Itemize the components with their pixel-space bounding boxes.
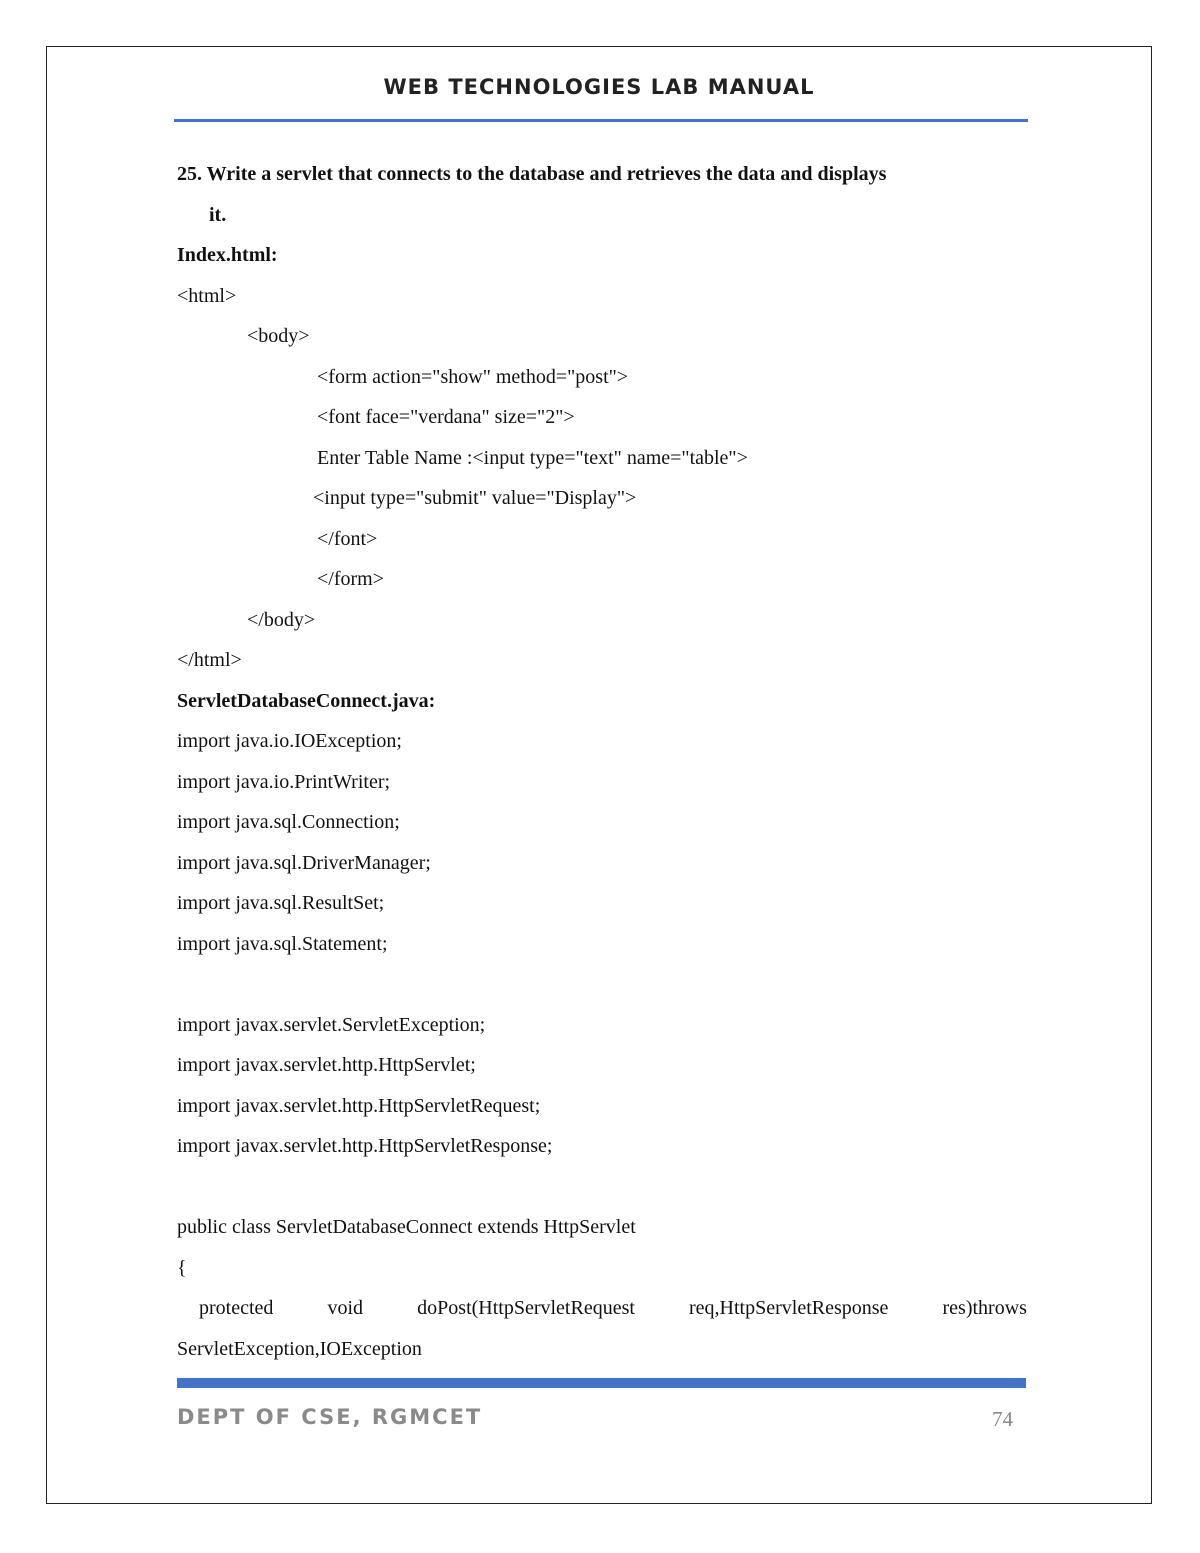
footer-rule [177,1378,1026,1388]
code-line-justified [177,1288,1027,1329]
code-word: doPost(HttpServletRequest [417,1297,635,1319]
code-line: import javax.servlet.http.HttpServletResponse; [177,1135,553,1157]
code-line: import java.sql.Connection; [177,811,400,833]
code-line: import java.sql.Statement; [177,932,388,955]
code-line: <form action="show" method="post"> [317,365,629,388]
index-html-heading: Index.html: [177,244,278,266]
blank-line [177,964,1027,1005]
code-line: <body> [247,325,310,347]
code-line: import java.sql.DriverManager; [177,851,431,874]
footer-dept: DEPT OF CSE, RGMCET [177,1405,483,1429]
code-line: import java.sql.ResultSet; [177,892,385,914]
code-line: import javax.servlet.http.HttpServletRequest; [177,1094,541,1117]
code-line: Enter Table Name :<input type="text" name="table"> [317,446,748,469]
document-page [46,46,1152,1504]
blank-line [177,1167,1027,1208]
page-number: 74 [992,1407,1013,1431]
code-line: public class ServletDatabaseConnect extends HttpServlet [177,1216,636,1238]
code-line: { [177,1256,187,1279]
code-line: import java.io.IOException; [177,730,402,752]
code-line: </form> [317,568,384,590]
header-title: WEB TECHNOLOGIES LAB MANUAL [383,75,815,99]
code-word: req,HttpServletResponse [689,1297,889,1319]
code-line: ServletException,IOException [177,1337,422,1360]
question-line-cont: it. [209,203,227,226]
code-line: <font face="verdana" size="2"> [317,406,575,428]
code-word: protected [199,1297,274,1319]
code-line: </font> [317,527,378,550]
code-line: <html> [177,284,237,307]
code-line: import javax.servlet.http.HttpServlet; [177,1054,476,1076]
page-body [177,154,1027,1369]
code-line: </html> [177,649,242,671]
code-line: <input type="submit" value="Display"> [313,487,637,509]
code-line: </body> [247,608,316,631]
code-line: import java.io.PrintWriter; [177,770,391,793]
code-word: res)throws [942,1297,1027,1319]
servlet-java-heading: ServletDatabaseConnect.java: [177,689,436,712]
code-line: import javax.servlet.ServletException; [177,1013,486,1036]
header-rule [174,119,1028,122]
code-word: void [327,1297,364,1319]
question-line: 25. Write a servlet that connects to the database and retrieves the data and displays [177,163,887,185]
